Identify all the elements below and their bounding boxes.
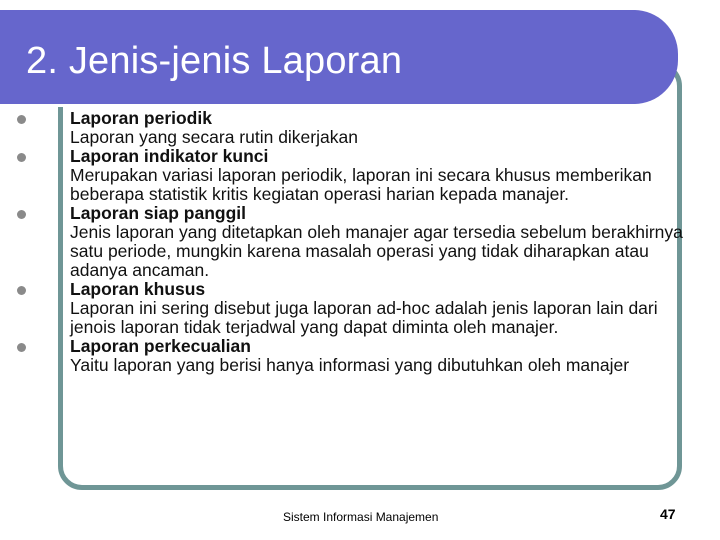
item-description: Merupakan variasi laporan periodik, laporan ini secara khusus memberikan beberapa statistik kritis kegiatan operasi harian kepada manajer.: [70, 165, 652, 204]
bullet-icon: [17, 286, 26, 295]
bullet-list: [0, 109, 700, 375]
item-heading: Laporan periodik: [70, 108, 212, 128]
bullet-icon: [17, 210, 26, 219]
bullet-icon: [17, 343, 26, 352]
title-band: [0, 10, 678, 104]
list-item: [0, 147, 700, 204]
list-item: [0, 337, 700, 375]
list-item: [0, 204, 700, 280]
footer-text: Sistem Informasi Manajemen: [283, 510, 439, 524]
slide-title: 2. Jenis-jenis Laporan: [26, 40, 403, 82]
title-underline: [26, 104, 638, 107]
bullet-icon: [17, 115, 26, 124]
list-item: [0, 109, 700, 147]
bullet-icon: [17, 153, 26, 162]
item-description: Laporan ini sering disebut juga laporan ad-hoc adalah jenis laporan lain dari jenois laporan tidak terjadwal yang dapat diminta oleh manajer.: [70, 298, 658, 337]
item-heading: Laporan khusus: [70, 279, 206, 299]
item-description: Jenis laporan yang ditetapkan oleh manajer agar tersedia sebelum berakhirnya satu periode, mungkin karena masalah operasi yang tidak diharapkan atau adanya ancaman.: [70, 222, 683, 280]
item-description: Yaitu laporan yang berisi hanya informasi yang dibutuhkan oleh manajer: [70, 355, 630, 375]
item-heading: Laporan perkecualian: [70, 336, 251, 356]
item-description: Laporan yang secara rutin dikerjakan: [70, 127, 358, 147]
list-item: [0, 280, 700, 337]
item-heading: Laporan indikator kunci: [70, 146, 269, 166]
page-number: 47: [660, 506, 676, 522]
item-heading: Laporan siap panggil: [70, 203, 246, 223]
